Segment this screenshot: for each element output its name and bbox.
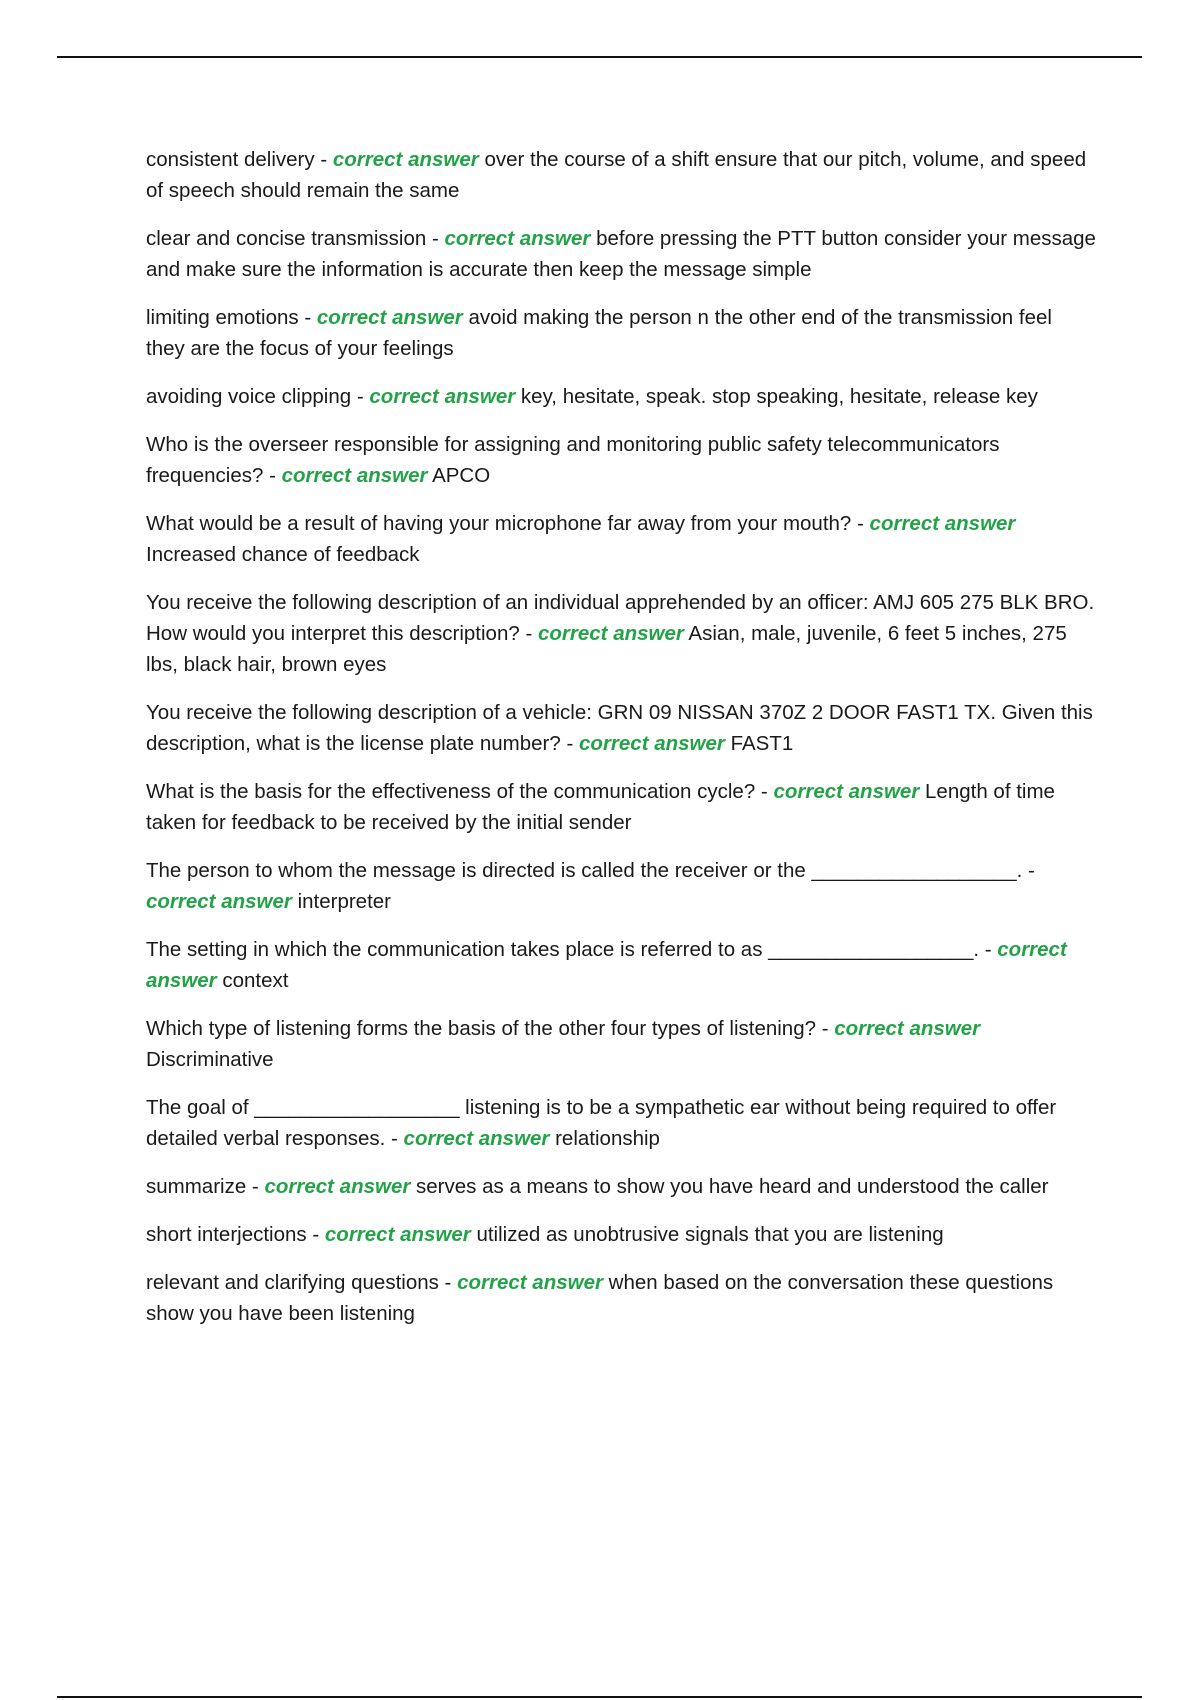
answer: when based on the conversation these questions show you have been listening [146, 1271, 1054, 1325]
qa-entry [146, 508, 1096, 570]
question: limiting emotions - [146, 306, 312, 329]
answer: FAST1 [730, 732, 794, 755]
answer: before pressing the PTT button consider your message and make sure the information is accurate then keep the message simple [146, 227, 1096, 281]
correct-answer-label: correct answer [324, 1223, 471, 1246]
answer: Increased chance of feedback [146, 543, 420, 566]
correct-answer-label: correct answer [773, 780, 920, 803]
qa-entry [146, 302, 1096, 364]
correct-answer-label: correct answer [869, 512, 1016, 535]
correct-answer-label: correct answer [316, 306, 463, 329]
qa-entry [146, 1219, 1096, 1250]
question: Which type of listening forms the basis of the other four types of listening? - [146, 1017, 829, 1040]
answer: key, hesitate, speak. stop speaking, hesitate, release key [520, 385, 1038, 408]
qa-entry [146, 776, 1096, 838]
answer: over the course of a shift ensure that our pitch, volume, and speed of speech should remain the same [146, 148, 1087, 202]
correct-answer-label: correct answer [537, 622, 684, 645]
answer: serves as a means to show you have heard and understood the caller [416, 1175, 1049, 1198]
question: What is the basis for the effectiveness of the communication cycle? - [146, 780, 768, 803]
answer: interpreter [297, 890, 391, 913]
answer: relationship [555, 1127, 660, 1150]
qa-entry [146, 429, 1096, 491]
document-body [146, 144, 1096, 1346]
correct-answer-label: correct answer [281, 464, 428, 487]
question: relevant and clarifying questions - [146, 1271, 452, 1294]
qa-entry [146, 855, 1096, 917]
question: You receive the following description of a vehicle: GRN 09 NISSAN 370Z 2 DOOR FAST1 TX. Given this description, what is the license plate number? - [146, 701, 1093, 755]
question: What would be a result of having your microphone far away from your mouth? - [146, 512, 864, 535]
question: avoiding voice clipping - [146, 385, 364, 408]
question: consistent delivery - [146, 148, 328, 171]
answer: context [222, 969, 289, 992]
correct-answer-label: correct answer [332, 148, 479, 171]
answer: APCO [432, 464, 491, 487]
bottom-rule [57, 1696, 1142, 1698]
qa-entry [146, 1013, 1096, 1075]
correct-answer-label: correct answer [146, 890, 292, 913]
correct-answer-label: correct answer [834, 1017, 981, 1040]
correct-answer-label: correct answer [403, 1127, 550, 1150]
question: Who is the overseer responsible for assigning and monitoring public safety telecommunicators frequencies? - [146, 433, 1000, 487]
question: clear and concise transmission - [146, 227, 439, 250]
question: The person to whom the message is directed is called the receiver or the __________________. - [146, 859, 1035, 882]
qa-entry [146, 223, 1096, 285]
qa-entry [146, 1171, 1096, 1202]
qa-entry [146, 144, 1096, 206]
correct-answer-label: correct answer [579, 732, 725, 755]
question: summarize - [146, 1175, 259, 1198]
correct-answer-label: correct answer [457, 1271, 603, 1294]
top-rule [57, 56, 1142, 58]
answer: Asian, male, juvenile, 6 feet 5 inches, 275 lbs, black hair, brown eyes [146, 622, 1067, 676]
answer: avoid making the person n the other end of the transmission feel they are the focus of your feelings [146, 306, 1052, 360]
qa-entry [146, 934, 1096, 996]
answer: Discriminative [146, 1048, 274, 1071]
qa-entry [146, 1092, 1096, 1154]
correct-answer-label: correct answer [444, 227, 591, 250]
question: The setting in which the communication takes place is referred to as __________________. - [146, 938, 992, 961]
question: You receive the following description of an individual apprehended by an officer: AMJ 605 275 BLK BRO. How would you interpret this description? - [146, 591, 1095, 645]
correct-answer-label: correct answer [369, 385, 516, 408]
question: short interjections - [146, 1223, 320, 1246]
answer: utilized as unobtrusive signals that you are listening [476, 1223, 944, 1246]
qa-entry [146, 1267, 1096, 1329]
answer: Length of time taken for feedback to be received by the initial sender [146, 780, 1055, 834]
question: The goal of __________________ listening is to be a sympathetic ear without being required to offer detailed verbal responses. - [146, 1096, 1057, 1150]
qa-entry [146, 697, 1096, 759]
qa-entry [146, 381, 1096, 412]
correct-answer-label: correct answer [146, 938, 1067, 992]
qa-entry [146, 587, 1096, 680]
correct-answer-label: correct answer [264, 1175, 411, 1198]
